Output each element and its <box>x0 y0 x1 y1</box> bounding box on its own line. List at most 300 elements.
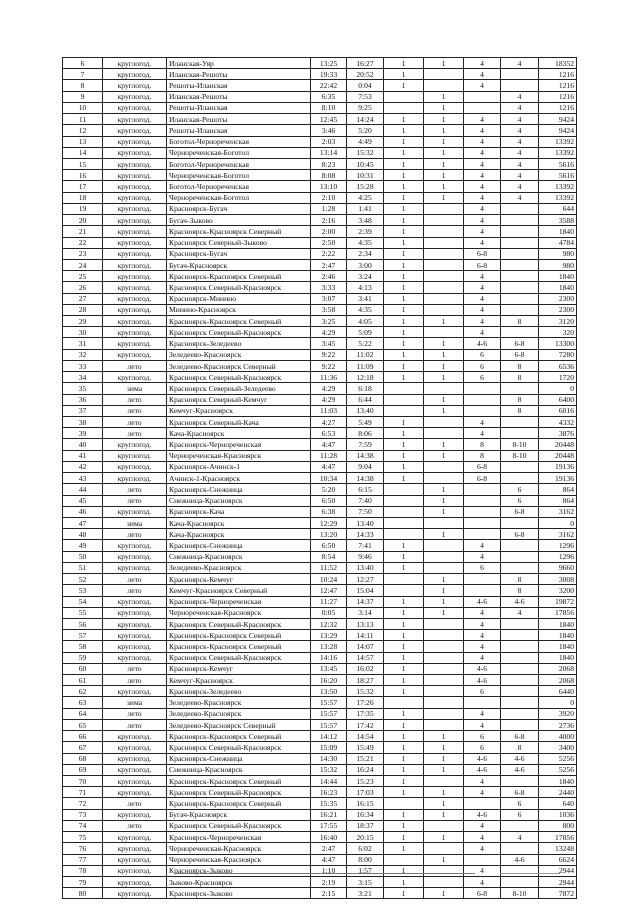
arrival-time: 11:09 <box>347 360 384 371</box>
count-cell-3: 4 <box>464 630 501 641</box>
season-cell: круглогод. <box>103 338 167 349</box>
count-cell-3: 4 <box>464 652 501 663</box>
count-cell-3: 4-6 <box>464 596 501 607</box>
count-cell-3: 4 <box>464 114 501 125</box>
route-cell: Чернореченская-Красноярск <box>167 607 311 618</box>
count-cell-4: 4 <box>501 136 539 147</box>
table-row <box>63 686 577 697</box>
count-cell-4: 8 <box>501 574 539 585</box>
amount-cell: 644 <box>539 203 577 214</box>
count-cell-4 <box>501 551 539 562</box>
count-cell-1: 1 <box>384 428 424 439</box>
count-cell-1: 1 <box>384 372 424 383</box>
amount-cell: 13392 <box>539 192 577 203</box>
season-cell: круглогод. <box>103 764 167 775</box>
route-cell: Зеледеево-Красноярск <box>167 708 311 719</box>
amount-cell: 3876 <box>539 428 577 439</box>
departure-time: 12:47 <box>311 585 347 596</box>
count-cell-4: 4 <box>501 158 539 169</box>
count-cell-2 <box>424 630 464 641</box>
amount-cell: 1840 <box>539 641 577 652</box>
count-cell-3: 4 <box>464 540 501 551</box>
count-cell-3 <box>464 506 501 517</box>
row-number: 61 <box>63 675 103 686</box>
count-cell-2: 1 <box>424 349 464 360</box>
table-row <box>63 417 577 428</box>
table-row <box>63 237 577 248</box>
count-cell-3 <box>464 574 501 585</box>
arrival-time: 8:00 <box>347 854 384 865</box>
count-cell-4 <box>501 776 539 787</box>
season-cell: лето <box>103 675 167 686</box>
season-cell: лето <box>103 574 167 585</box>
table-row <box>63 854 577 865</box>
count-cell-3 <box>464 102 501 113</box>
amount-cell: 2068 <box>539 675 577 686</box>
route-cell: Красноярск-Зеледеево <box>167 686 311 697</box>
route-cell: Красноярск-Снежница <box>167 753 311 764</box>
season-cell: круглогод. <box>103 158 167 169</box>
arrival-time: 14:24 <box>347 114 384 125</box>
count-cell-1: 1 <box>384 843 424 854</box>
table-row <box>63 652 577 663</box>
count-cell-1 <box>384 798 424 809</box>
season-cell: зима <box>103 383 167 394</box>
count-cell-2 <box>424 663 464 674</box>
footer-rule-right <box>500 873 560 874</box>
count-cell-4: 6-8 <box>501 506 539 517</box>
count-cell-4 <box>501 562 539 573</box>
count-cell-2 <box>424 517 464 528</box>
arrival-time: 2:39 <box>347 226 384 237</box>
table-row <box>63 630 577 641</box>
count-cell-4: 4-6 <box>501 854 539 865</box>
season-cell: лето <box>103 798 167 809</box>
row-number: 37 <box>63 405 103 416</box>
arrival-time: 3:00 <box>347 259 384 270</box>
count-cell-4 <box>501 641 539 652</box>
season-cell: лето <box>103 417 167 428</box>
arrival-time: 16:15 <box>347 798 384 809</box>
amount-cell: 13392 <box>539 181 577 192</box>
table-row <box>63 585 577 596</box>
count-cell-1: 1 <box>384 170 424 181</box>
count-cell-2: 1 <box>424 181 464 192</box>
route-cell: Красноярск Северный-Красноярск <box>167 282 311 293</box>
table-row <box>63 372 577 383</box>
count-cell-1: 1 <box>384 753 424 764</box>
table-row <box>63 114 577 125</box>
row-number: 22 <box>63 237 103 248</box>
route-cell: Красноярск Северный-Красноярск <box>167 742 311 753</box>
table-row <box>63 383 577 394</box>
table-row <box>63 506 577 517</box>
route-cell: Зеледеево-Красноярск Северный <box>167 360 311 371</box>
departure-time: 2:46 <box>311 271 347 282</box>
route-cell: Красноярск Северный-Кемчуг <box>167 394 311 405</box>
count-cell-4: 4 <box>501 125 539 136</box>
count-cell-2: 1 <box>424 854 464 865</box>
season-cell: круглогод. <box>103 596 167 607</box>
count-cell-1: 1 <box>384 832 424 843</box>
departure-time: 15:32 <box>311 764 347 775</box>
season-cell: круглогод. <box>103 652 167 663</box>
count-cell-1: 1 <box>384 237 424 248</box>
row-number: 58 <box>63 641 103 652</box>
count-cell-3: 6-8 <box>464 473 501 484</box>
arrival-time: 4:13 <box>347 282 384 293</box>
row-number: 50 <box>63 551 103 562</box>
amount-cell: 1840 <box>539 271 577 282</box>
row-number: 6 <box>63 58 103 69</box>
count-cell-3 <box>464 697 501 708</box>
departure-time: 8:08 <box>311 170 347 181</box>
amount-cell: 1840 <box>539 226 577 237</box>
table-body <box>63 58 577 899</box>
count-cell-1: 1 <box>384 562 424 573</box>
row-number: 29 <box>63 316 103 327</box>
season-cell: круглогод. <box>103 271 167 282</box>
amount-cell: 1720 <box>539 372 577 383</box>
count-cell-2 <box>424 843 464 854</box>
route-cell: Красноярск-Зыково <box>167 888 311 899</box>
count-cell-3 <box>464 383 501 394</box>
count-cell-4: 8 <box>501 405 539 416</box>
route-cell: Минино-Красноярск <box>167 304 311 315</box>
count-cell-4 <box>501 271 539 282</box>
route-cell: Красноярск-Ачинск-1 <box>167 461 311 472</box>
count-cell-4 <box>501 248 539 259</box>
count-cell-3: 6 <box>464 349 501 360</box>
season-cell: круглогод. <box>103 69 167 80</box>
count-cell-2 <box>424 652 464 663</box>
row-number: 27 <box>63 293 103 304</box>
row-number: 13 <box>63 136 103 147</box>
arrival-time: 14:38 <box>347 473 384 484</box>
count-cell-1: 1 <box>384 80 424 91</box>
departure-time: 2:15 <box>311 888 347 899</box>
season-cell: круглогод. <box>103 372 167 383</box>
count-cell-2: 1 <box>424 809 464 820</box>
table-row <box>63 439 577 450</box>
count-cell-4: 4 <box>501 147 539 158</box>
count-cell-3 <box>464 91 501 102</box>
table-row <box>63 136 577 147</box>
amount-cell: 1216 <box>539 80 577 91</box>
season-cell: круглогод. <box>103 641 167 652</box>
departure-time: 15:57 <box>311 708 347 719</box>
season-cell: круглогод. <box>103 58 167 69</box>
season-cell: круглогод. <box>103 304 167 315</box>
amount-cell: 1840 <box>539 630 577 641</box>
row-number: 25 <box>63 271 103 282</box>
season-cell: круглогод. <box>103 215 167 226</box>
row-number: 72 <box>63 798 103 809</box>
season-cell: круглогод. <box>103 226 167 237</box>
row-number: 78 <box>63 865 103 876</box>
count-cell-1: 1 <box>384 888 424 899</box>
count-cell-4: 4-6 <box>501 764 539 775</box>
departure-time: 2:50 <box>311 237 347 248</box>
arrival-time: 17:35 <box>347 708 384 719</box>
route-cell: Красноярск-Кача <box>167 506 311 517</box>
count-cell-2 <box>424 304 464 315</box>
count-cell-2 <box>424 461 464 472</box>
table-row <box>63 607 577 618</box>
count-cell-1 <box>384 697 424 708</box>
row-number: 70 <box>63 776 103 787</box>
row-number: 64 <box>63 708 103 719</box>
count-cell-4: 4-6 <box>501 753 539 764</box>
season-cell: круглогод. <box>103 114 167 125</box>
count-cell-3: 4 <box>464 237 501 248</box>
count-cell-2: 1 <box>424 125 464 136</box>
departure-time: 13:14 <box>311 147 347 158</box>
count-cell-2 <box>424 708 464 719</box>
arrival-time: 17:03 <box>347 787 384 798</box>
amount-cell: 19136 <box>539 461 577 472</box>
season-cell: лето <box>103 719 167 730</box>
route-cell: Иланская-Решоты <box>167 114 311 125</box>
row-number: 49 <box>63 540 103 551</box>
count-cell-2: 1 <box>424 316 464 327</box>
table-row <box>63 192 577 203</box>
arrival-time: 10:31 <box>347 170 384 181</box>
table-row <box>63 304 577 315</box>
count-cell-3: 4 <box>464 820 501 831</box>
departure-time: 3:07 <box>311 293 347 304</box>
arrival-time: 3:15 <box>347 876 384 887</box>
route-cell: Красноярск-Снежница <box>167 484 311 495</box>
count-cell-1: 1 <box>384 349 424 360</box>
departure-time: 2:19 <box>311 876 347 887</box>
season-cell: круглогод. <box>103 809 167 820</box>
arrival-time: 13:13 <box>347 618 384 629</box>
amount-cell: 1216 <box>539 91 577 102</box>
count-cell-2 <box>424 776 464 787</box>
amount-cell: 3120 <box>539 316 577 327</box>
count-cell-4 <box>501 293 539 304</box>
count-cell-2 <box>424 719 464 730</box>
count-cell-1: 1 <box>384 181 424 192</box>
route-cell: Красноярск Северный-Кача <box>167 417 311 428</box>
season-cell: круглогод. <box>103 102 167 113</box>
count-cell-4: 8 <box>501 372 539 383</box>
table-row <box>63 742 577 753</box>
departure-time: 11:52 <box>311 562 347 573</box>
count-cell-4: 4 <box>501 58 539 69</box>
season-cell: лето <box>103 529 167 540</box>
count-cell-4 <box>501 630 539 641</box>
table-row <box>63 663 577 674</box>
count-cell-1: 1 <box>384 473 424 484</box>
arrival-time: 0:04 <box>347 80 384 91</box>
row-number: 30 <box>63 327 103 338</box>
arrival-time: 3:14 <box>347 607 384 618</box>
season-cell: круглогод. <box>103 136 167 147</box>
arrival-time: 6:18 <box>347 383 384 394</box>
count-cell-2: 1 <box>424 114 464 125</box>
count-cell-2 <box>424 641 464 652</box>
count-cell-4: 4 <box>501 170 539 181</box>
departure-time: 15:57 <box>311 697 347 708</box>
count-cell-4 <box>501 618 539 629</box>
amount-cell: 5616 <box>539 158 577 169</box>
route-cell: Чернореченская-Боготол <box>167 170 311 181</box>
count-cell-3: 4-6 <box>464 663 501 674</box>
table-row <box>63 394 577 405</box>
count-cell-4: 8 <box>501 316 539 327</box>
amount-cell: 17856 <box>539 832 577 843</box>
count-cell-2 <box>424 820 464 831</box>
amount-cell: 4000 <box>539 731 577 742</box>
count-cell-1: 1 <box>384 58 424 69</box>
departure-time: 16:23 <box>311 787 347 798</box>
count-cell-3: 6-8 <box>464 248 501 259</box>
count-cell-3: 4 <box>464 215 501 226</box>
count-cell-3: 4 <box>464 271 501 282</box>
departure-time: 6:38 <box>311 506 347 517</box>
count-cell-1: 1 <box>384 136 424 147</box>
departure-time: 15:57 <box>311 719 347 730</box>
route-cell: Зеледеево-Красноярск <box>167 349 311 360</box>
row-number: 46 <box>63 506 103 517</box>
count-cell-1: 1 <box>384 215 424 226</box>
count-cell-1 <box>384 574 424 585</box>
arrival-time: 7:59 <box>347 439 384 450</box>
table-row <box>63 484 577 495</box>
count-cell-3: 8 <box>464 450 501 461</box>
season-cell: круглогод. <box>103 316 167 327</box>
count-cell-2: 1 <box>424 360 464 371</box>
count-cell-1: 1 <box>384 158 424 169</box>
count-cell-1: 1 <box>384 282 424 293</box>
row-number: 69 <box>63 764 103 775</box>
amount-cell: 980 <box>539 259 577 270</box>
count-cell-2 <box>424 428 464 439</box>
amount-cell: 1216 <box>539 102 577 113</box>
count-cell-4: 6-8 <box>501 529 539 540</box>
row-number: 68 <box>63 753 103 764</box>
route-cell: Бугач-Зыково <box>167 215 311 226</box>
departure-time: 15:09 <box>311 742 347 753</box>
count-cell-2: 1 <box>424 506 464 517</box>
count-cell-4: 4 <box>501 91 539 102</box>
season-cell: лето <box>103 495 167 506</box>
departure-time: 12:29 <box>311 517 347 528</box>
count-cell-3: 4 <box>464 843 501 854</box>
route-cell: Зеледеево-Красноярск Северный <box>167 719 311 730</box>
arrival-time: 6:02 <box>347 843 384 854</box>
season-cell: круглогод. <box>103 562 167 573</box>
row-number: 43 <box>63 473 103 484</box>
departure-time: 2:03 <box>311 136 347 147</box>
departure-time: 13:45 <box>311 663 347 674</box>
count-cell-1: 1 <box>384 809 424 820</box>
count-cell-4 <box>501 226 539 237</box>
row-number: 60 <box>63 663 103 674</box>
amount-cell: 0 <box>539 383 577 394</box>
count-cell-2: 1 <box>424 888 464 899</box>
count-cell-3: 4 <box>464 832 501 843</box>
count-cell-3: 4-6 <box>464 338 501 349</box>
count-cell-1: 1 <box>384 820 424 831</box>
count-cell-2: 1 <box>424 753 464 764</box>
count-cell-2: 1 <box>424 147 464 158</box>
count-cell-1: 1 <box>384 764 424 775</box>
count-cell-4 <box>501 417 539 428</box>
amount-cell: 3920 <box>539 708 577 719</box>
amount-cell: 13300 <box>539 338 577 349</box>
amount-cell: 4332 <box>539 417 577 428</box>
count-cell-2 <box>424 417 464 428</box>
amount-cell: 13392 <box>539 147 577 158</box>
departure-time: 6:50 <box>311 540 347 551</box>
count-cell-1 <box>384 854 424 865</box>
count-cell-3: 4-6 <box>464 764 501 775</box>
count-cell-3: 4 <box>464 170 501 181</box>
departure-time: 2:00 <box>311 226 347 237</box>
route-cell: Зеледеево-Красноярск <box>167 697 311 708</box>
route-cell: Красноярск-Зеледеево <box>167 338 311 349</box>
season-cell: круглогод. <box>103 473 167 484</box>
count-cell-2 <box>424 540 464 551</box>
amount-cell: 3200 <box>539 585 577 596</box>
season-cell: круглогод. <box>103 91 167 102</box>
count-cell-3: 4 <box>464 181 501 192</box>
route-cell: Решоты-Иланская <box>167 80 311 91</box>
row-number: 52 <box>63 574 103 585</box>
route-cell: Красноярск-Кемчуг <box>167 574 311 585</box>
route-cell: Решоты-Иланская <box>167 102 311 113</box>
amount-cell: 1216 <box>539 69 577 80</box>
count-cell-4: 8-10 <box>501 888 539 899</box>
count-cell-4: 4 <box>501 181 539 192</box>
row-number: 51 <box>63 562 103 573</box>
table-row <box>63 428 577 439</box>
season-cell: круглогод. <box>103 506 167 517</box>
count-cell-2 <box>424 562 464 573</box>
count-cell-3: 8 <box>464 439 501 450</box>
count-cell-4 <box>501 675 539 686</box>
amount-cell: 9660 <box>539 562 577 573</box>
amount-cell: 19872 <box>539 596 577 607</box>
count-cell-4: 4 <box>501 114 539 125</box>
route-cell: Красноярск-Бугач <box>167 203 311 214</box>
count-cell-1: 1 <box>384 439 424 450</box>
count-cell-2: 1 <box>424 574 464 585</box>
count-cell-2: 1 <box>424 607 464 618</box>
departure-time: 12:32 <box>311 618 347 629</box>
table-row <box>63 316 577 327</box>
count-cell-1 <box>384 495 424 506</box>
departure-time: 10:34 <box>311 473 347 484</box>
table-row <box>63 876 577 887</box>
arrival-time: 3:41 <box>347 293 384 304</box>
amount-cell: 13248 <box>539 843 577 854</box>
arrival-time: 7:41 <box>347 540 384 551</box>
count-cell-4 <box>501 865 539 876</box>
arrival-time: 14:33 <box>347 529 384 540</box>
amount-cell: 3162 <box>539 506 577 517</box>
count-cell-4 <box>501 327 539 338</box>
table-row <box>63 293 577 304</box>
count-cell-3: 6 <box>464 742 501 753</box>
count-cell-2: 1 <box>424 832 464 843</box>
arrival-time: 16:34 <box>347 809 384 820</box>
table-row <box>63 495 577 506</box>
arrival-time: 14:37 <box>347 596 384 607</box>
